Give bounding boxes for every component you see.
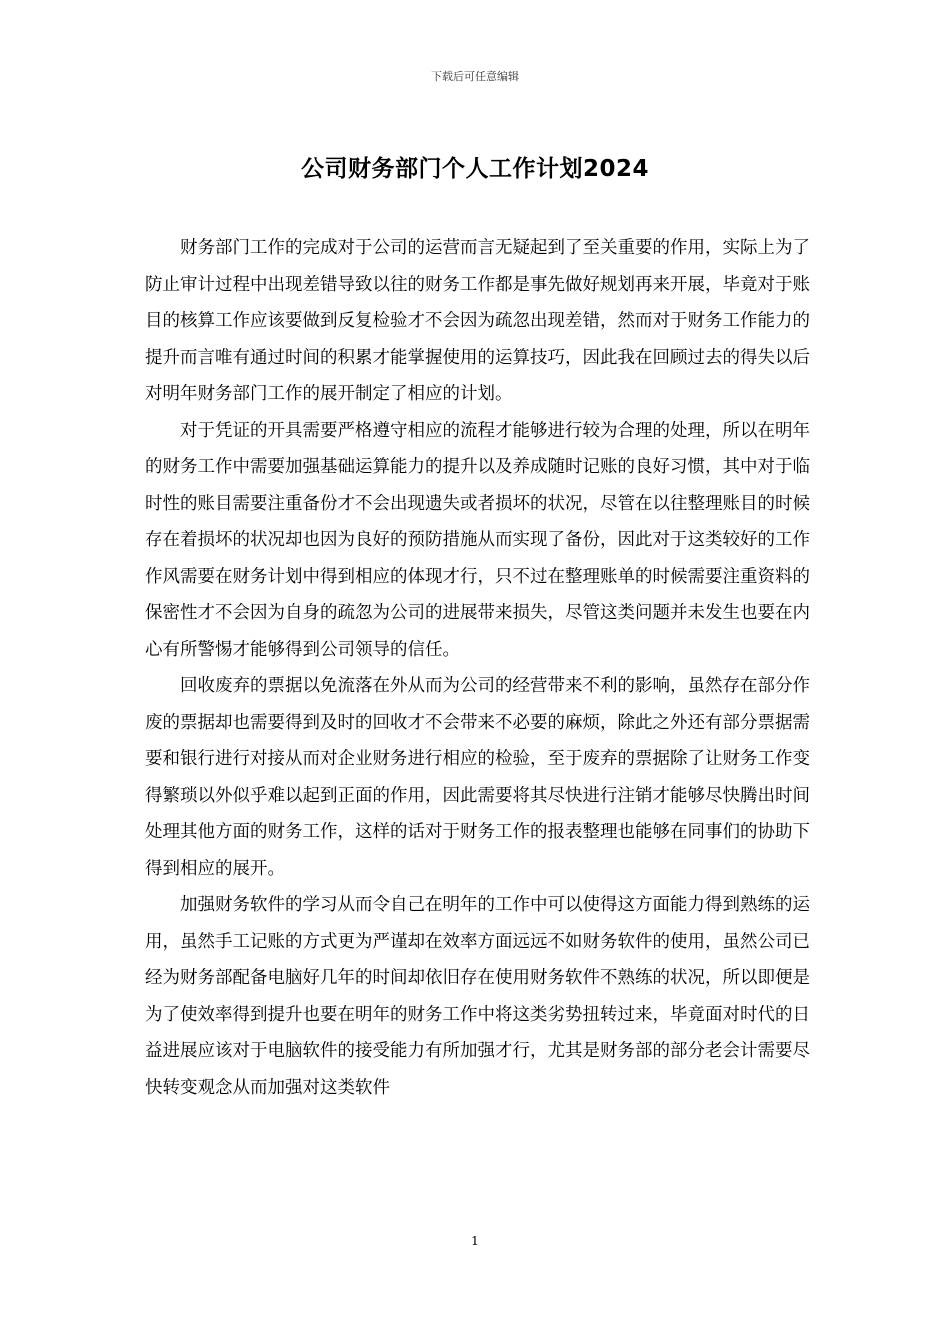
paragraph: 加强财务软件的学习从而令自己在明年的工作中可以使得这方面能力得到熟练的运用，虽然手工记账的方式更为严谨却在效率方面远远不如财务软件的使用，虽然公司已经为财务部配备电脑好几年的时间却依旧存在使用财务软件不熟练的状况，所以即便是为了使效率得到提升也要在明年的财务工作中将这类劣势扭转过来，毕竟面对时代的日益进展应该对于电脑软件的接受能力有所加强才行，尤其是财务部的部分老会计需要尽快转变观念从而加强对这类软件 [145,895,810,1098]
paragraph: 对于凭证的开具需要严格遵守相应的流程才能够进行较为合理的处理，所以在明年的财务工作中需要加强基础运算能力的提升以及养成随时记账的良好习惯，其中对于临时性的账目需要注重备份才不会出现遗失或者损坏的状况，尽管在以往整理账目的时候存在着损坏的状况却也因为良好的预防措施从而实现了备份，因此对于这类较好的工作作风需要在财务计划中得到相应的体现才行，只不过在整理账单的时候需要注重资料的保密性才不会因为自身的疏忽为公司的进展带来损失，尽管这类问题并未发生也要在内心有所警惕才能够得到公司领导的信任。 [145,420,810,660]
document-body [145,230,810,1106]
paragraph: 财务部门工作的完成对于公司的运营而言无疑起到了至关重要的作用，实际上为了防止审计过程中出现差错导致以往的财务工作都是事先做好规划再来开展，毕竟对于账目的核算工作应该要做到反复检验才不会因为疏忽出现差错，然而对于财务工作能力的提升而言唯有通过时间的积累才能掌握使用的运算技巧，因此我在回顾过去的得失以后对明年财务部门工作的展开制定了相应的计划。 [145,238,810,404]
paragraph: 回收废弃的票据以免流落在外从而为公司的经营带来不利的影响，虽然存在部分作废的票据却也需要得到及时的回收才不会带来不必要的麻烦，除此之外还有部分票据需要和银行进行对接从而对企业财务进行相应的检验，至于废弃的票据除了让财务工作变得繁琐以外似乎难以起到正面的作用，因此需要将其尽快进行注销才能够尽快腾出时间处理其他方面的财务工作，这样的话对于财务工作的报表整理也能够在同事们的协助下得到相应的展开。 [145,676,810,879]
document-title: 公司财务部门个人工作计划2024 [300,156,649,182]
header-note: 下载后可任意编辑 [431,70,519,83]
page-number: 1 [471,1234,479,1248]
